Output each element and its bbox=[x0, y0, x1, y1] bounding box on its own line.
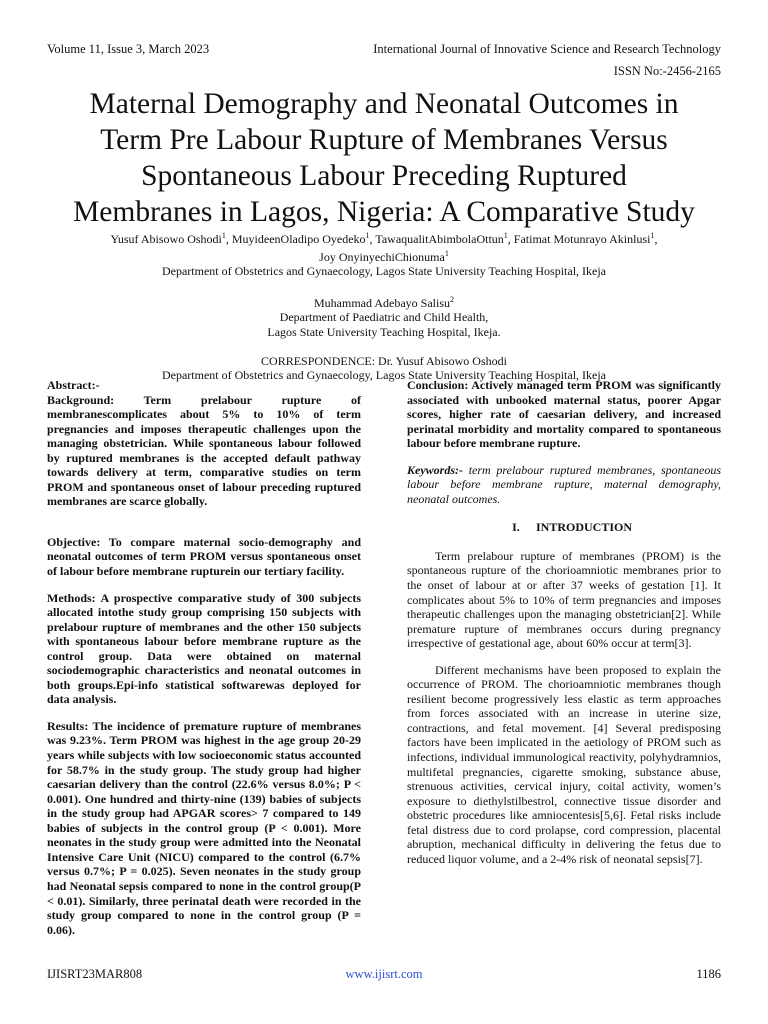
author-name: MuyideenOladipo Oyedeko bbox=[231, 232, 366, 246]
keywords bbox=[407, 463, 721, 507]
author-sup: 1 bbox=[221, 231, 226, 240]
section-number: I. bbox=[512, 520, 520, 535]
affiliation: Department of Obstetrics and Gynaecology, Lagos State University Teaching Hospital, Ikeja bbox=[161, 264, 607, 279]
left-column bbox=[47, 378, 361, 937]
keywords-label: Keywords:- bbox=[407, 462, 463, 477]
author-line bbox=[40, 293, 728, 311]
author-name: Joy OnyinyechiChionuma bbox=[319, 249, 445, 264]
article-code: IJISRT23MAR808 bbox=[47, 967, 143, 981]
intro-paragraph: Term prelabour rupture of membranes (PROM) is the spontaneous rupture of the chorioamniotic membranes prior to the onset of labour at or after 37 weeks of gestation [1]. It complicates about 5% to 10% of term pregnancies and imposes therapeutic challenges upon the managing obstetrician[2]. While premature rupture of membranes occurs during pregnancy irrespective of gestational age, about 60% occur at term[3]. bbox=[407, 548, 721, 651]
volume-info: Volume 11, Issue 3, March 2023 bbox=[47, 42, 210, 56]
abstract-heading: Abstract:- bbox=[47, 378, 100, 392]
page-number: 1186 bbox=[696, 967, 721, 981]
abstract-methods: Methods: A prospective comparative study of 300 subjects allocated intothe study group comprising 150 subjects with prelabour rupture of membranes and the other 150 subjects with spontaneous labour before membrane rupture as the control group. Data were obtained on maternal sociodemographic characteristics and neonatal outcomes in both groups.Epi-info statistical softwarewas deployed for data analysis. bbox=[47, 590, 361, 707]
author-sup: 1 bbox=[365, 231, 370, 240]
title-line: Membranes in Lagos, Nigeria: A Comparative Study bbox=[73, 196, 695, 228]
paper-title bbox=[30, 86, 738, 230]
author-line: Yusuf Abisowo Oshodi$^1$, MuyideenOladipo Oyedeko$^1$, TawaqualitAbimbolaOttun$^1$, Fatimat Motunrayo Akinlusi$^1$, bbox=[110, 231, 658, 246]
affiliation: Department of Paediatric and Child Health, bbox=[279, 310, 489, 325]
abstract-background: Background: Term prelabour rupture of membranescomplicates about 5% to 10% of term pregnancies and imposes therapeutic challenges upon the managing obstetrician. While spontaneous labour followed by ruptured membranes is the accepted default pathway towards delivery at term, comparative studies on term PROM and spontaneous onset of labour preceding ruptured membranes are scarce globally. bbox=[47, 392, 361, 509]
author-sup: 2 bbox=[449, 294, 454, 304]
author-sup: 1 bbox=[503, 231, 508, 240]
title-line: Term Pre Labour Rupture of Membranes Versus bbox=[100, 124, 668, 156]
author-sup: 1 bbox=[650, 231, 655, 240]
author-name: Fatimat Motunrayo Akinlusi bbox=[513, 232, 651, 246]
abstract-results: Results: The incidence of premature rupture of membranes was 9.23%. Term PROM was highest in the age group 20-29 years while subjects with low socioeconomic status accounted for 58.7% in the study group. The study group had higher caesarian delivery than the control (22.6% versus 8.0%; P < 0.001). One hundred and thirty-nine (139) babies of subjects in the study group had APGAR scores> 7 compared to 149 babies of subjects in the control group (P < 0.001). More neonates in the study group were admitted into the Neonatal Intensive Care Unit (NICU) compared to the control (6.7% versus 0.7%; P = 0.025). Seven neonates in the study group had Neonatal sepsis compared to none in the control group(P < 0.01). Similarly, three perinatal death were recorded in the study group compared to none in the control group (P = 0.06). bbox=[47, 718, 361, 937]
author-name: Yusuf Abisowo Oshodi bbox=[110, 232, 222, 246]
journal-url[interactable]: www.ijisrt.com bbox=[345, 967, 423, 981]
author-block bbox=[40, 229, 728, 383]
issn: ISSN No:-2456-2165 bbox=[613, 64, 721, 78]
section-heading bbox=[407, 520, 721, 535]
journal-name: International Journal of Innovative Science and Research Technology bbox=[373, 42, 721, 56]
affiliation: Department of Obstetrics and Gynaecology, Lagos State University Teaching Hospital, Ikeja bbox=[161, 368, 607, 383]
affiliation: Lagos State University Teaching Hospital, Ikeja. bbox=[267, 324, 501, 339]
title-line: Spontaneous Labour Preceding Ruptured bbox=[141, 160, 627, 192]
author-sup: 1 bbox=[444, 248, 449, 258]
author-name: TawaqualitAbimbolaOttun bbox=[375, 232, 504, 246]
abstract-objective: Objective: To compare maternal socio-demography and neonatal outcomes of term PROM versus spontaneous onset of labour before membrane rupturein our tertiary facility. bbox=[47, 534, 361, 579]
right-column bbox=[407, 378, 721, 866]
keywords-text: term prelabour ruptured membranes, spontaneous labour before membrane rupture, maternal demography, neonatal outcomes. bbox=[407, 462, 721, 506]
correspondence: CORRESPONDENCE: Dr. Yusuf Abisowo Oshodi bbox=[261, 353, 507, 368]
title-line: Maternal Demography and Neonatal Outcomes in bbox=[89, 88, 679, 120]
section-title: INTRODUCTION bbox=[535, 520, 632, 535]
author-name: Muhammad Adebayo Salisu bbox=[314, 295, 450, 310]
abstract-conclusion: Conclusion: Actively managed term PROM was significantly associated with unbooked maternal status, poorer Apgar scores, higher rate of caesarian delivery, and increased perinatal morbidity and mortality compared to spontaneous labour before membrane rupture. bbox=[407, 378, 721, 451]
author-line bbox=[40, 247, 728, 265]
intro-paragraph: Different mechanisms have been proposed to explain the occurrence of PROM. The chorioamniotic membranes though resilient become progressively less elastic as term approaches from forces associated with an increase in uterine size, contractions, and fetal movement. [4] Several predisposing factors have been implicated in the aetiology of PROM such as infections, individual immunological reactivity, polyhydramnios, multifetal pregnancies, cigarette smoking, substance abuse, strenuous activities, cervical injury, coital activity, women’s exposure to diethylstilbestrol, connective tissue disorder and obstetric procedures like amniocentesis[5,6]. Fetal risks include fetal distress due to cord prolapse, cord compression, placental abruption, mechanical difficulty in delivering the fetus due to reduced liquor volume, and a 2-4% risk of neonatal sepsis[7]. bbox=[407, 662, 721, 866]
